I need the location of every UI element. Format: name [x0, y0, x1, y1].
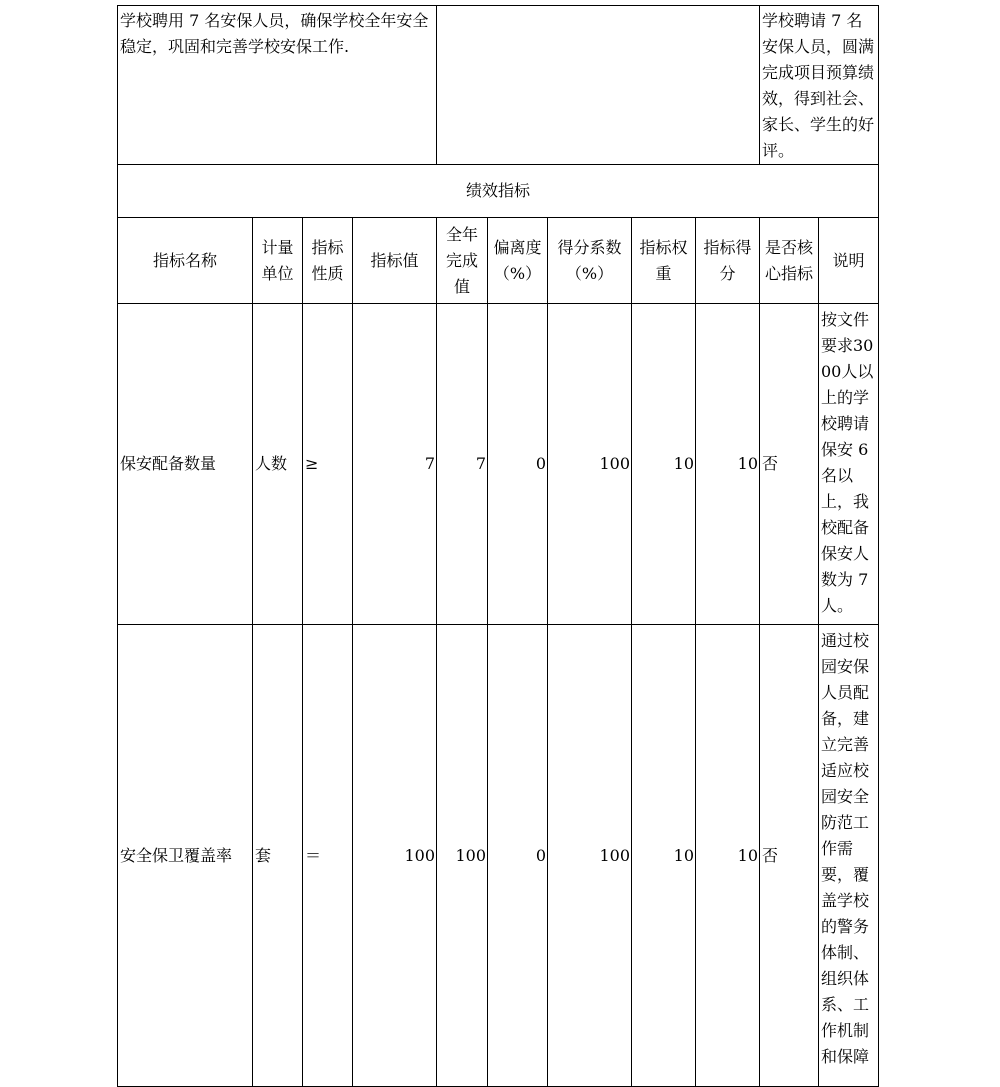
row-unit: 人数: [253, 304, 303, 625]
section-title: 绩效指标: [118, 165, 879, 218]
summary-row: [118, 6, 879, 165]
row-coefficient: 100: [548, 304, 632, 625]
header-score: 指标得分: [696, 218, 760, 304]
summary-left: 学校聘用 7 名安保人员，确保学校全年安全稳定，巩固和完善学校安保工作.: [118, 6, 437, 165]
header-unit: 计量单位: [253, 218, 303, 304]
table-row: [118, 625, 879, 1087]
row-score: 10: [696, 625, 760, 1087]
header-deviation: 偏离度（%）: [488, 218, 548, 304]
row-nature: ＝: [303, 625, 353, 1087]
row-deviation: 0: [488, 304, 548, 625]
row-nature: ≥: [303, 304, 353, 625]
header-note: 说明: [819, 218, 879, 304]
row-core: 否: [760, 304, 819, 625]
row-deviation: 0: [488, 625, 548, 1087]
header-coefficient: 得分系数（%）: [548, 218, 632, 304]
summary-right: 学校聘请 7 名安保人员，圆满完成项目预算绩效，得到社会、家长、学生的好评。: [760, 6, 879, 165]
row-core: 否: [760, 625, 819, 1087]
row-actual: 100: [437, 625, 488, 1087]
section-title-row: [118, 165, 879, 218]
row-note: 按文件要求3000人以上的学校聘请保安 6 名以上，我校配备保安人数为 7 人。: [819, 304, 879, 625]
summary-middle: [437, 6, 760, 165]
header-nature: 指标性质: [303, 218, 353, 304]
row-weight: 10: [632, 304, 696, 625]
row-coefficient: 100: [548, 625, 632, 1087]
header-actual: 全年完成值: [437, 218, 488, 304]
table-row: [118, 304, 879, 625]
row-name: 保安配备数量: [118, 304, 253, 625]
row-weight: 10: [632, 625, 696, 1087]
row-target: 100: [353, 625, 437, 1087]
row-name: 安全保卫覆盖率: [118, 625, 253, 1087]
header-target: 指标值: [353, 218, 437, 304]
performance-table: [117, 5, 879, 1087]
header-row: [118, 218, 879, 304]
header-core: 是否核心指标: [760, 218, 819, 304]
row-score: 10: [696, 304, 760, 625]
header-weight: 指标权重: [632, 218, 696, 304]
row-actual: 7: [437, 304, 488, 625]
row-note: 通过校园安保人员配备，建立完善适应校园安全防范工作需要，覆盖学校的警务体制、组织体系、工作机制和保障: [819, 625, 879, 1087]
row-unit: 套: [253, 625, 303, 1087]
row-target: 7: [353, 304, 437, 625]
header-name: 指标名称: [118, 218, 253, 304]
